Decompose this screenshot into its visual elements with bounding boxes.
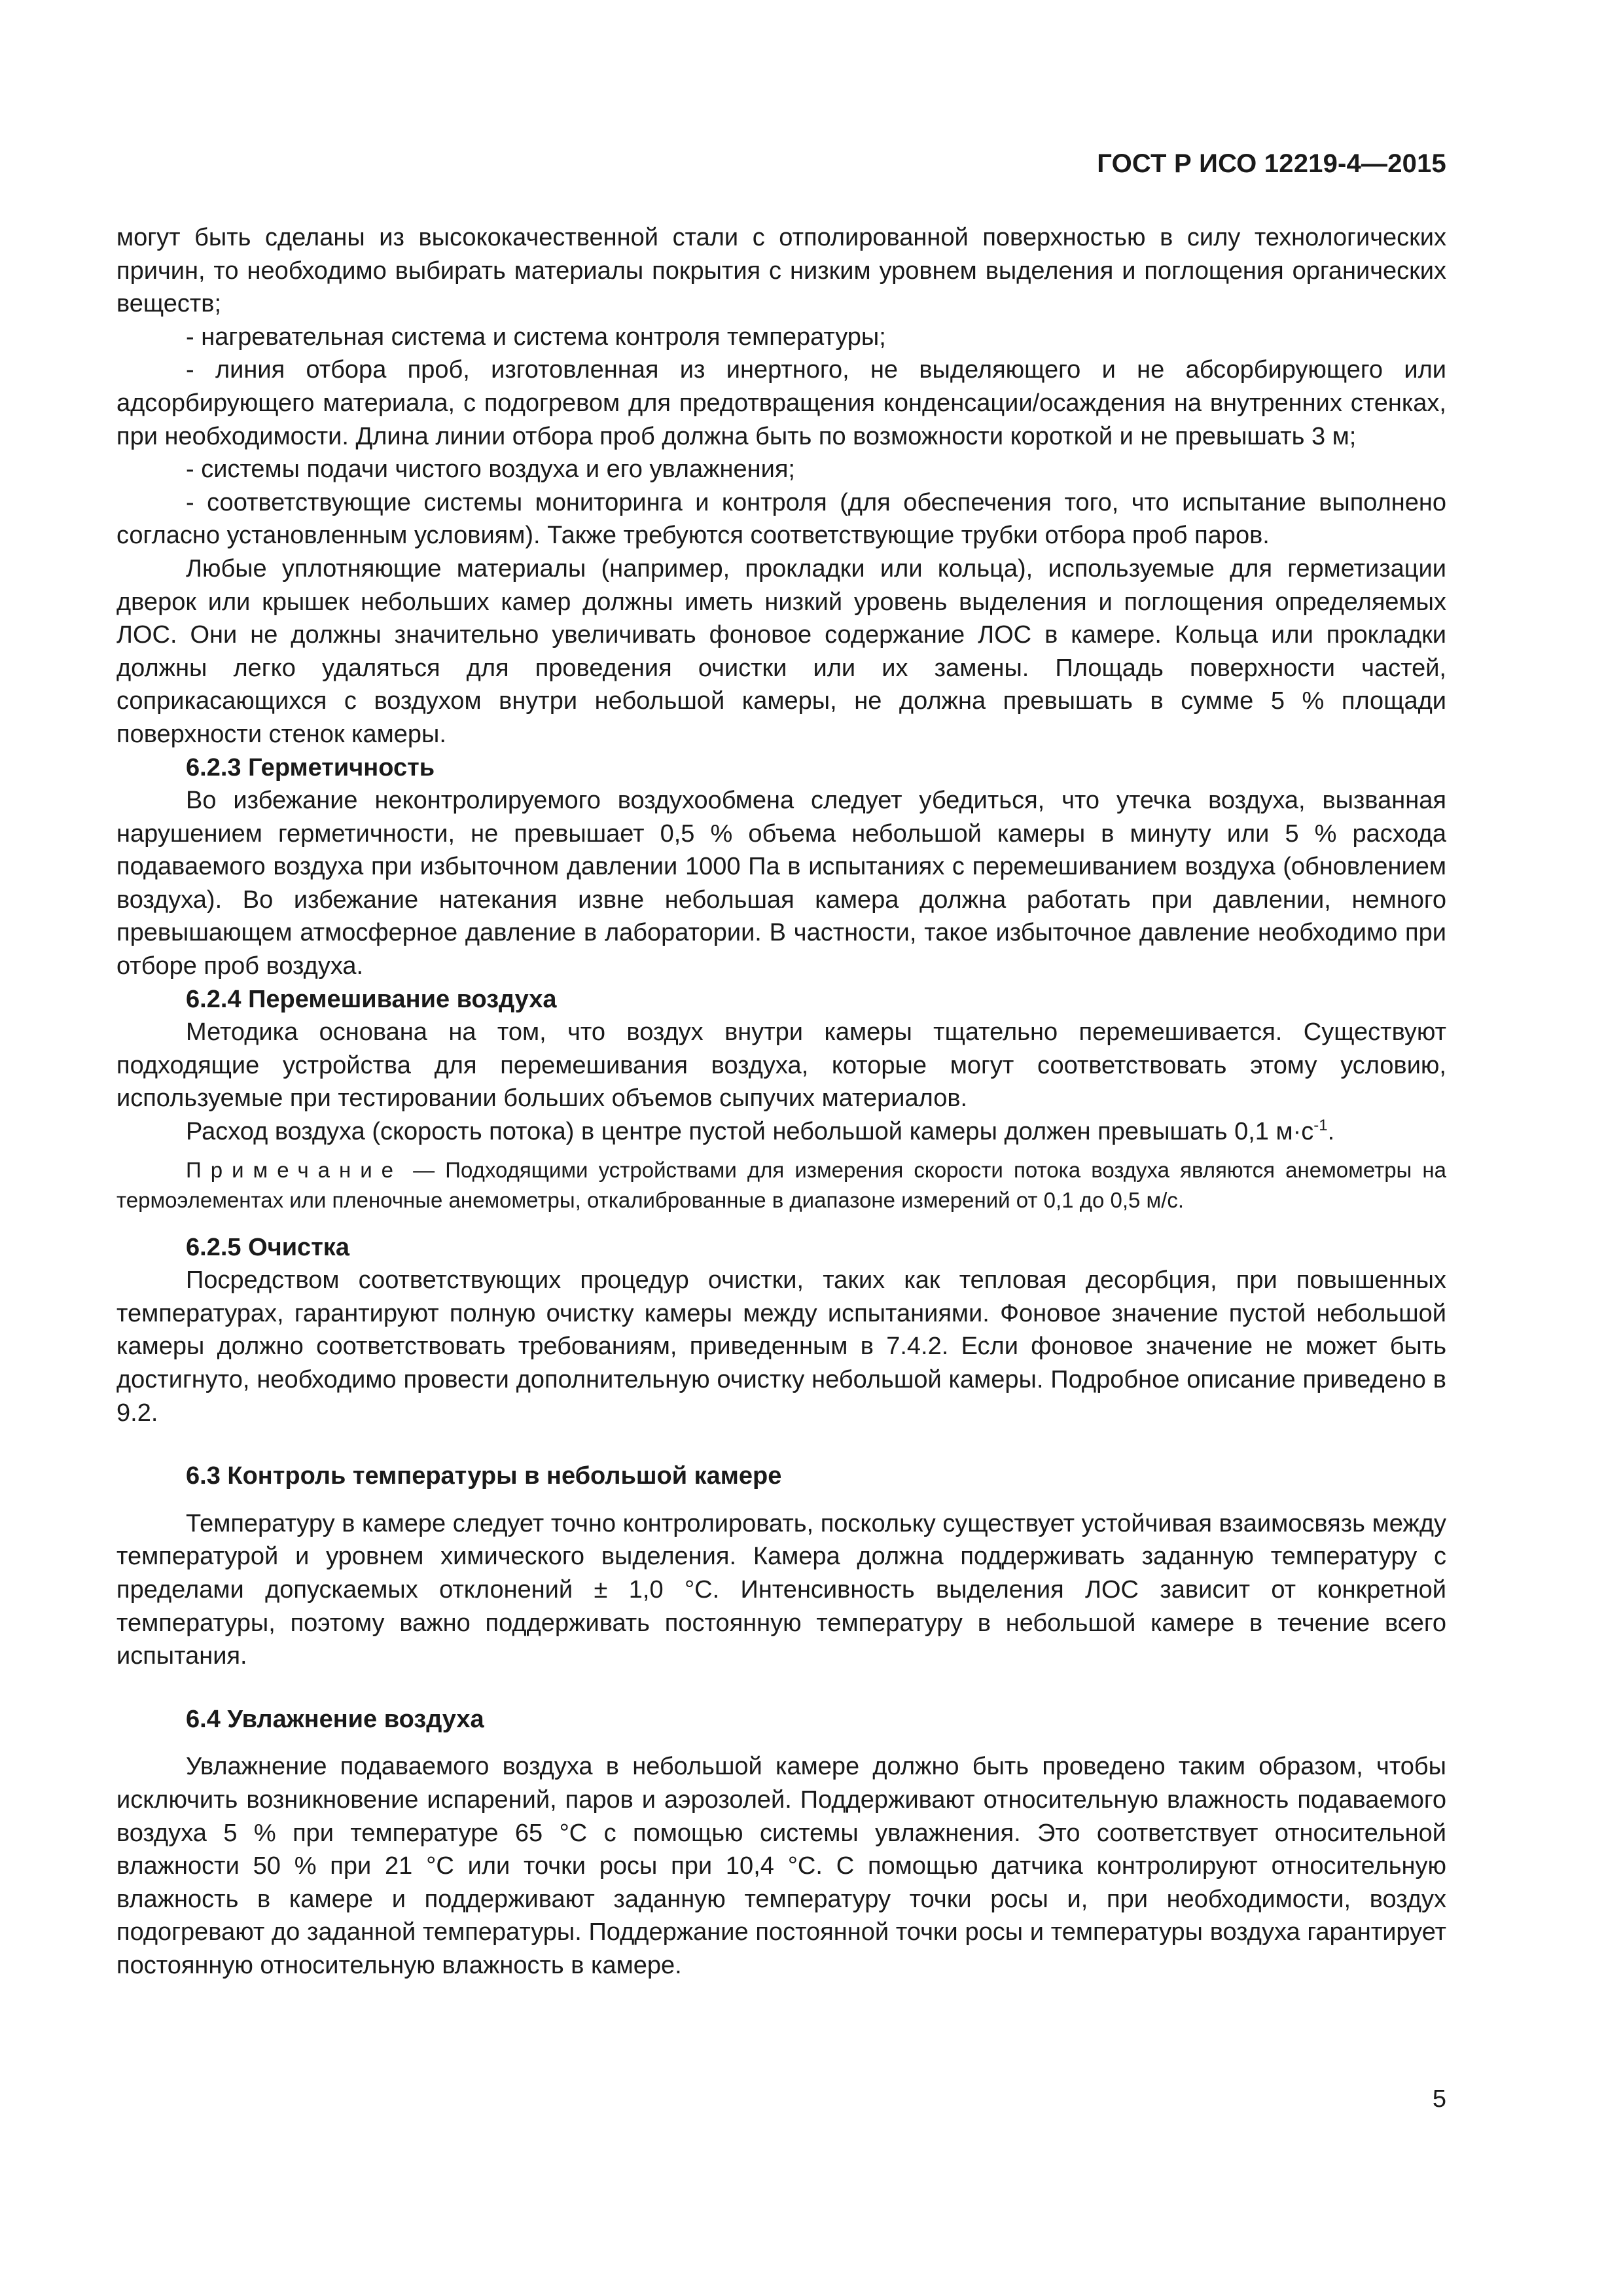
paragraph-text: Расход воздуха (скорость потока) в центре пустой небольшой камеры должен превышать 0,1 м·с: [186, 1118, 1314, 1146]
paragraph: Температуру в камере следует точно контролировать, поскольку существует устойчивая взаимосвязь между температурой и уровнем химического выделения. Камера должна поддерживать заданную температуру с пределами допускаемых отклонений ± 1,0 °С. Интенсивность выделения ЛОС зависит от конкретной температуры, поэтому важно поддерживать постоянную температуру в небольшой камере в течение всего испытания.: [116, 1509, 1446, 1670]
page-content: [116, 221, 1446, 1982]
list-item: - нагревательная система и система контроля температуры;: [186, 323, 886, 351]
superscript: -1: [1313, 1117, 1328, 1135]
note-text: — Подходящими устройствами для измерения скорости потока воздуха являются анемометры на термоэлементах или пленочные анемометры, откалиброванные в диапазоне измерений от 0,1 до 0,5 м/с.: [116, 1157, 1446, 1212]
paragraph: Посредством соответствующих процедур очистки, таких как тепловая десорбция, при повышенных температурах, гарантируют полную очистку камеры между испытаниями. Фоновое значение пустой небольшой камеры должно соответствовать требованиям, приведенным в 7.4.2. Если фоновое значение не может быть достигнуто, необходимо провести дополнительную очистку небольшой камеры. Подробное описание приведено в 9.2.: [116, 1266, 1446, 1427]
document-header: ГОСТ Р ИСО 12219-4—2015: [1097, 149, 1446, 178]
list-item: - соответствующие системы мониторинга и контроля (для обеспечения того, что испытание выполнено согласно установленным условиям). Также требуются соответствующие трубки отбора проб паров.: [116, 488, 1446, 550]
paragraph: [116, 1115, 1446, 1149]
list-item: - линия отбора проб, изготовленная из инертного, не выделяющего и не абсорбирующего или адсорбирующего материала, с подогревом для предотвращения конденсации/осаждения на внутренних стенках, при необходимости. Длина линии отбора проб должна быть по возможности короткой и не превышать 3 м;: [116, 356, 1446, 450]
list-item: - системы подачи чистого воздуха и его увлажнения;: [186, 456, 795, 484]
section-heading-6-4: 6.4 Увлажнение воздуха: [186, 1705, 484, 1733]
paragraph-end: .: [1327, 1118, 1335, 1146]
section-heading-6-3: 6.3 Контроль температуры в небольшой камере: [186, 1462, 782, 1490]
section-heading-6-2-4: 6.2.4 Перемешивание воздуха: [186, 985, 557, 1013]
paragraph: Методика основана на том, что воздух внутри камеры тщательно перемешивается. Существуют подходящие устройства для перемешивания воздуха, которые могут соответствовать этому условию, используемые при тестировании больших объемов сыпучих материалов.: [116, 1018, 1446, 1113]
paragraph: Любые уплотняющие материалы (например, прокладки или кольца), используемые для герметизации дверок или крышек небольших камер должны иметь низкий уровень выделения и поглощения определяемых ЛОС. Они не должны значительно увеличивать фоновое содержание ЛОС в камере. Кольца или прокладки должны легко удаляться для проведения очистки или их замены. Площадь поверхности частей, соприкасающихся с воздухом внутри небольшой камеры, не должна превышать в сумме 5 % площади поверхности стенок камеры.: [116, 554, 1446, 748]
note-label: Примечание: [186, 1157, 403, 1182]
section-heading-6-2-3: 6.2.3 Герметичность: [186, 753, 435, 781]
paragraph: могут быть сделаны из высококачественной стали с отполированной поверхностью в силу технологических причин, то необходимо выбирать материалы покрытия с низким уровнем выделения и поглощения органических веществ;: [116, 224, 1446, 318]
note: [116, 1155, 1446, 1215]
page-number: 5: [1432, 2085, 1446, 2113]
paragraph: Увлажнение подаваемого воздуха в небольшой камере должно быть проведено таким образом, чтобы исключить возникновение испарений, паров и аэрозолей. Поддерживают относительную влажность подаваемого воздуха 5 % при температуре 65 °С с помощью системы увлажнения. Это соответствует относительной влажности 50 % при 21 °С или точки росы при 10,4 °С. С помощью датчика контролируют относительную влажность в камере и поддерживают заданную температуру точки росы и, при необходимости, воздух подогревают до заданной температуры. Поддержание постоянной точки росы и температуры воздуха гарантирует постоянную относительную влажность в камере.: [116, 1753, 1446, 1979]
section-heading-6-2-5: 6.2.5 Очистка: [186, 1233, 349, 1261]
paragraph: Во избежание неконтролируемого воздухообмена следует убедиться, что утечка воздуха, вызванная нарушением герметичности, не превышает 0,5 % объема небольшой камеры в минуту или 5 % расхода подаваемого воздуха при избыточном давлении 1000 Па в испытаниях с перемешиванием воздуха (обновлением воздуха). Во избежание натекания извне небольшая камера должна работать при давлении, немного превышающем атмосферное давление в лаборатории. В частности, такое избыточное давление необходимо при отборе проб воздуха.: [116, 787, 1446, 980]
